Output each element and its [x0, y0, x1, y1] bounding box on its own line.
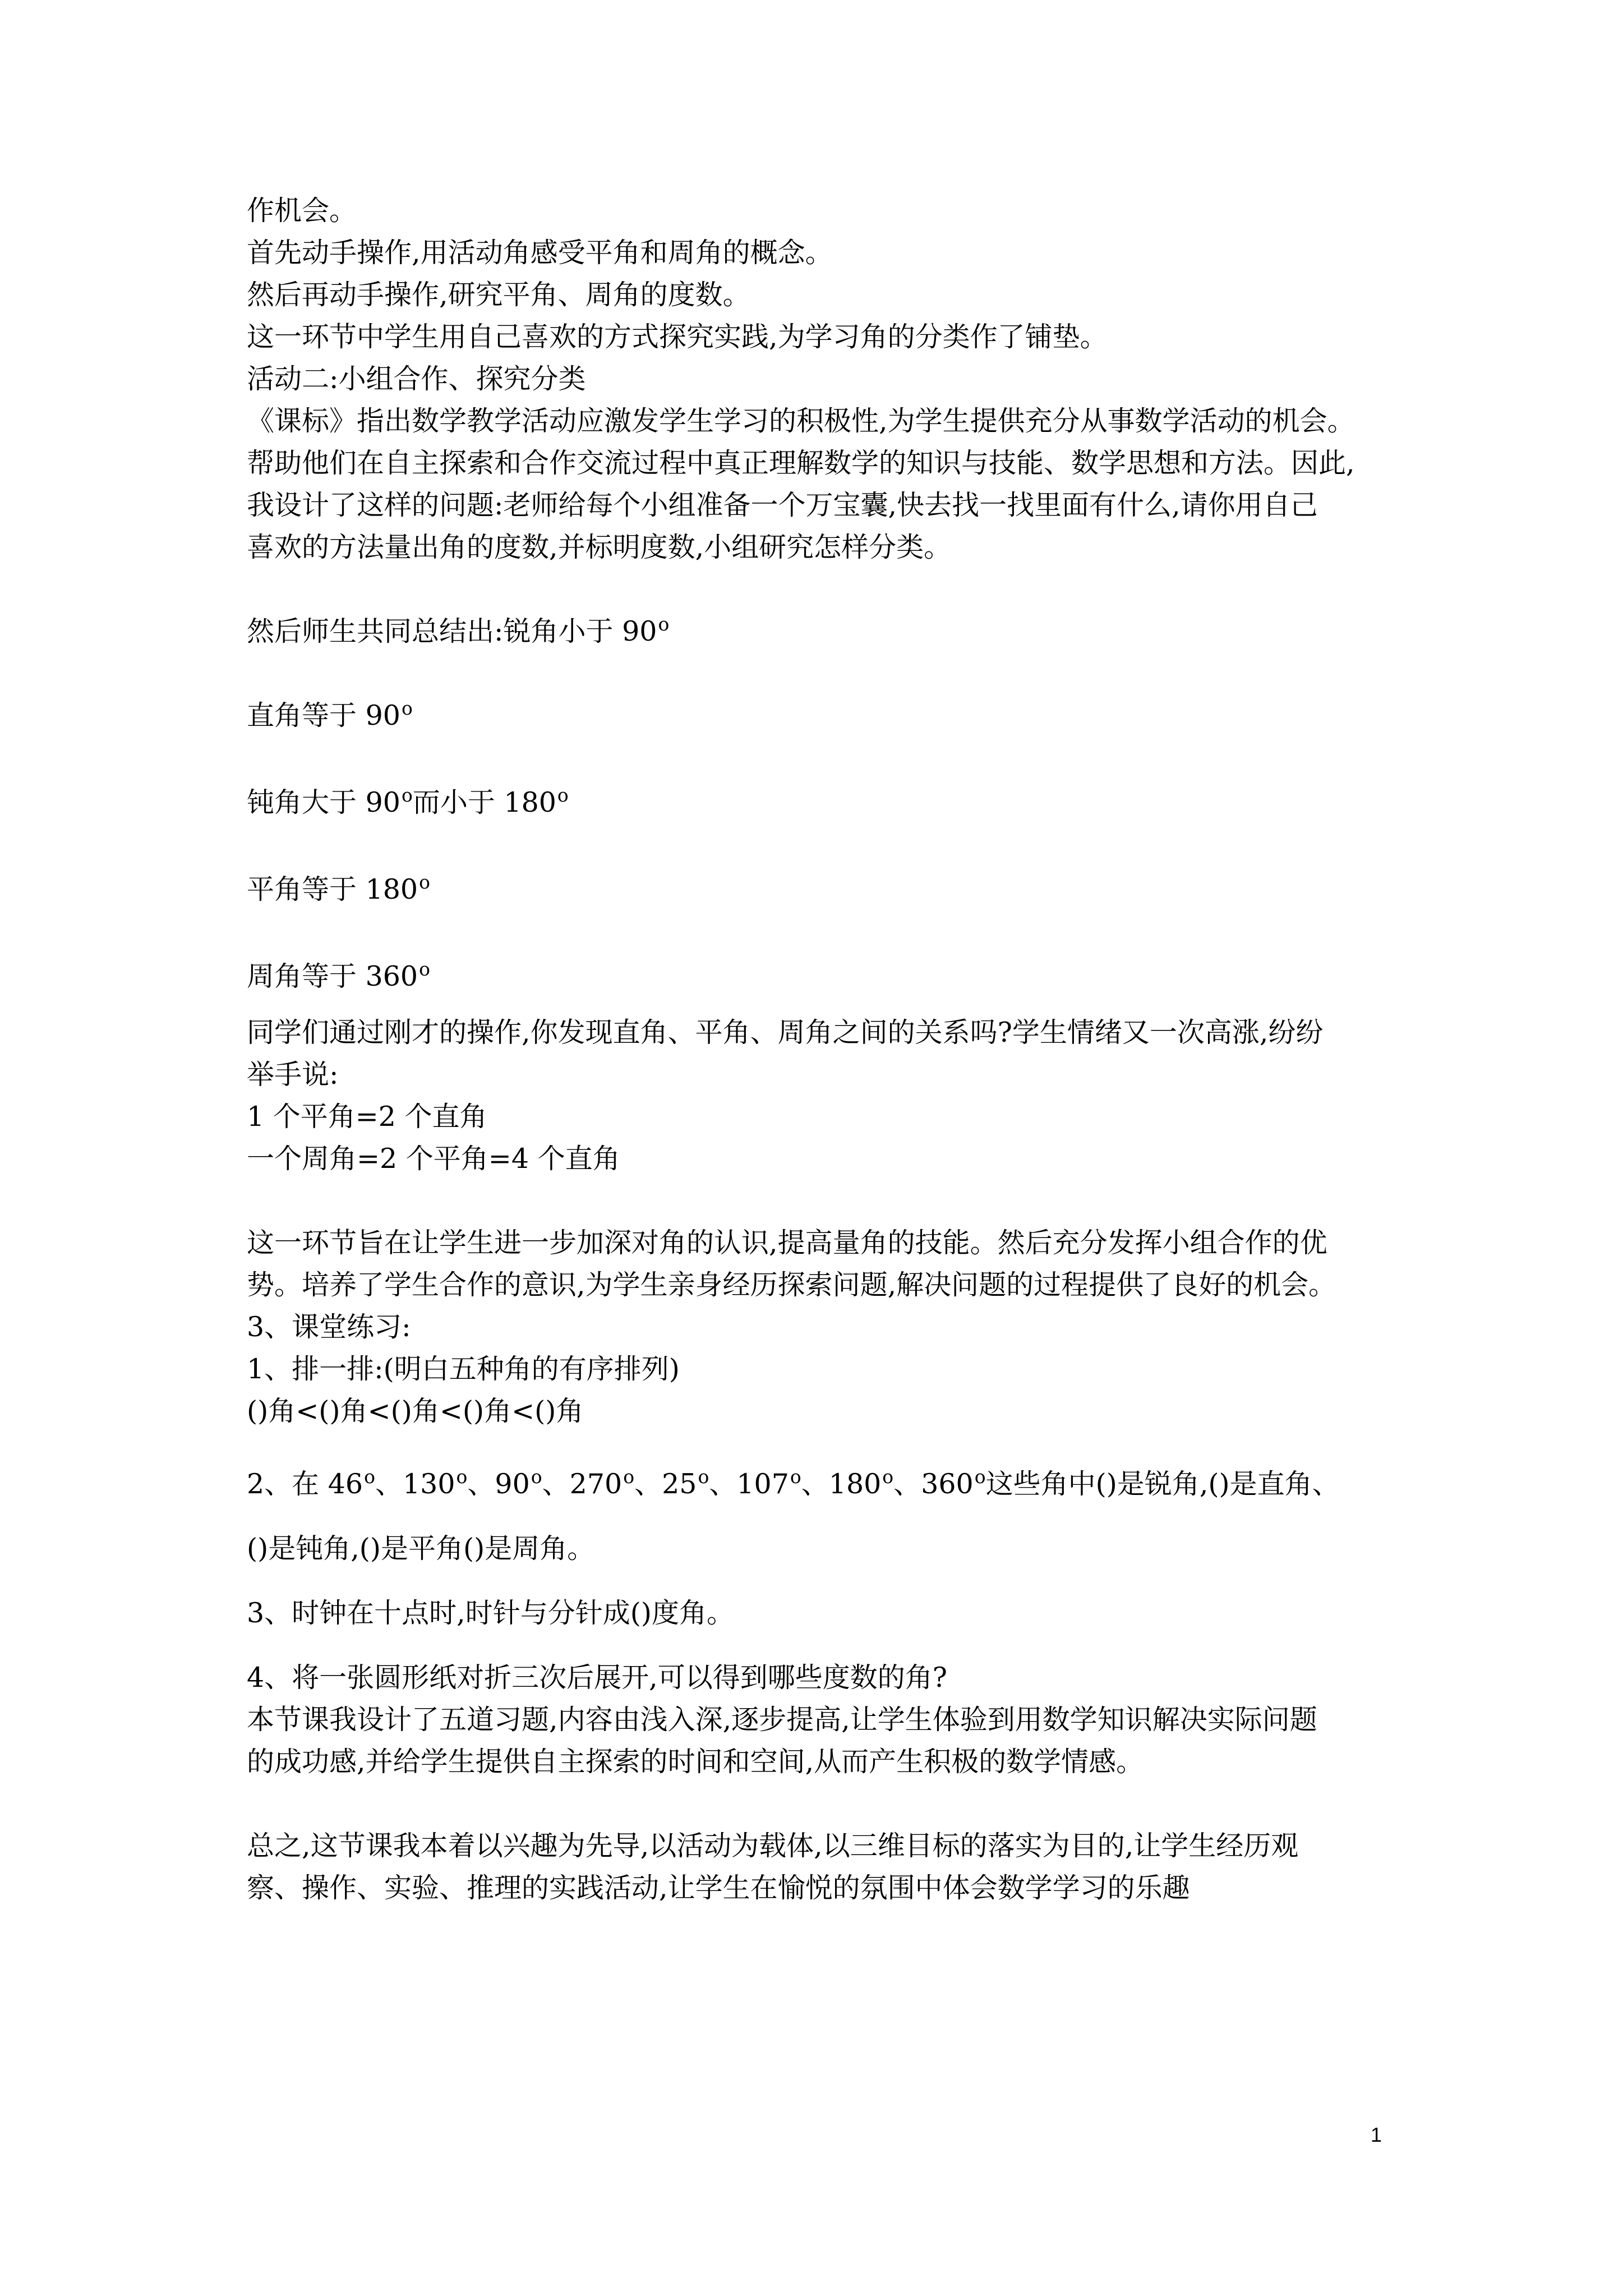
- exercise-3: 3、时钟在十点时,时针与分针成()度角。: [247, 1597, 734, 1629]
- exercise-1-title: 1、排一排:(明白五种角的有序排列): [247, 1353, 680, 1385]
- angle-value: 180: [828, 1468, 882, 1500]
- exercise-2-line-2: ()是钝角,()是平角()是周角。: [247, 1533, 595, 1565]
- degree-symbol: o: [364, 1466, 375, 1488]
- degree-symbol: o: [401, 784, 413, 806]
- paragraph-line: 我设计了这样的问题:老师给每个小组准备一个万宝囊,快去找一找里面有什么,请你用自己: [247, 489, 1318, 521]
- paragraph-line: 本节课我设计了五道习题,内容由浅入深,逐步提高,让学生体验到用数学知识解决实际问题: [247, 1704, 1317, 1736]
- right-angle-text: 直角等于 90: [247, 700, 400, 731]
- paragraph-line: 然后再动手操作,研究平角、周角的度数。: [247, 279, 750, 311]
- paragraph-line: 喜欢的方法量出角的度数,并标明度数,小组研究怎样分类。: [247, 531, 952, 563]
- degree-symbol: o: [698, 1466, 709, 1488]
- obtuse-angle-text-2: 而小于 180: [412, 786, 556, 818]
- angle-value: 360: [921, 1468, 974, 1500]
- section-heading: 活动二:小组合作、探究分类: [247, 363, 586, 395]
- paragraph-line: 这一环节中学生用自己喜欢的方式探究实践,为学习角的分类作了铺垫。: [247, 321, 1108, 353]
- degree-symbol: o: [790, 1466, 801, 1488]
- angle-value: 270: [569, 1468, 623, 1500]
- separator: 、: [634, 1468, 662, 1500]
- obtuse-angle-line: [247, 785, 1509, 823]
- exercise-1-body: ()角<()角<()角<()角<()角: [247, 1395, 584, 1427]
- paragraph-line: 总之,这节课我本着以兴趣为先导,以活动为载体,以三维目标的落实为目的,让学生经历观: [247, 1830, 1299, 1862]
- straight-angle-text: 平角等于 180: [247, 873, 418, 905]
- paragraph-line: 《课标》指出数学教学活动应激发学生学习的积极性,为学生提供充分从事数学活动的机会。: [247, 405, 1355, 437]
- acute-angle-text: 然后师生共同总结出:锐角小于 90: [247, 615, 657, 647]
- degree-symbol: o: [557, 784, 569, 806]
- degree-symbol: o: [974, 1466, 986, 1488]
- straight-angle-line: [247, 872, 1509, 910]
- angle-value: 90: [495, 1468, 530, 1500]
- exercise-2-suffix: 这些角中()是锐角,()是直角、: [985, 1468, 1340, 1500]
- angle-value: 107: [736, 1468, 789, 1500]
- degree-symbol: o: [531, 1466, 542, 1488]
- separator: 、: [375, 1468, 403, 1500]
- paragraph-line: 这一环节旨在让学生进一步加深对角的认识,提高量角的技能。然后充分发挥小组合作的优: [247, 1227, 1327, 1259]
- exercise-heading: 3、课堂练习:: [247, 1311, 411, 1343]
- paragraph-line: 同学们通过刚才的操作,你发现直角、平角、周角之间的关系吗?学生情绪又一次高涨,纷纷: [247, 1016, 1324, 1048]
- degree-symbol: o: [419, 871, 430, 893]
- separator: 、: [801, 1468, 829, 1500]
- paragraph-line: 势。培养了学生合作的意识,为学生亲身经历探索问题,解决问题的过程提供了良好的机会。: [247, 1269, 1336, 1301]
- equation-line: 一个周角=2 个平角=4 个直角: [247, 1143, 620, 1175]
- degree-symbol: o: [882, 1466, 894, 1488]
- paragraph-line: 察、操作、实验、推理的实践活动,让学生在愉悦的氛围中体会数学学习的乐趣: [247, 1872, 1190, 1904]
- obtuse-angle-text: 钝角大于 90: [247, 786, 400, 818]
- degree-symbol: o: [419, 958, 430, 980]
- paragraph-line: 首先动手操作,用活动角感受平角和周角的概念。: [247, 237, 833, 269]
- separator: 、: [542, 1468, 570, 1500]
- page-number: 1: [1371, 2123, 1382, 2146]
- exercise-2-line: [247, 1467, 1509, 1504]
- separator: 、: [893, 1468, 921, 1500]
- separator: 、: [709, 1468, 737, 1500]
- paragraph-line: 作机会。: [247, 195, 357, 227]
- paragraph-line: 的成功感,并给学生提供自主探索的时间和空间,从而产生积极的数学情感。: [247, 1746, 1144, 1778]
- degree-symbol: o: [658, 613, 670, 635]
- exercise-4: 4、将一张圆形纸对折三次后展开,可以得到哪些度数的角?: [247, 1662, 948, 1694]
- full-angle-line: [247, 959, 1509, 997]
- angle-value: 25: [662, 1468, 697, 1500]
- exercise-2-prefix: 2、在 46: [247, 1468, 363, 1500]
- degree-symbol: o: [401, 697, 413, 719]
- separator: 、: [467, 1468, 495, 1500]
- acute-angle-line: [247, 614, 1509, 652]
- equation-line: 1 个平角=2 个直角: [247, 1101, 487, 1133]
- angle-value: 130: [403, 1468, 455, 1500]
- paragraph-line: 帮助他们在自主探索和合作交流过程中真正理解数学的知识与技能、数学思想和方法。因此,: [247, 447, 1355, 479]
- degree-symbol: o: [623, 1466, 635, 1488]
- degree-symbol: o: [456, 1466, 468, 1488]
- paragraph-line: 举手说:: [247, 1059, 339, 1091]
- full-angle-text: 周角等于 360: [247, 960, 418, 992]
- right-angle-line: [247, 698, 1509, 736]
